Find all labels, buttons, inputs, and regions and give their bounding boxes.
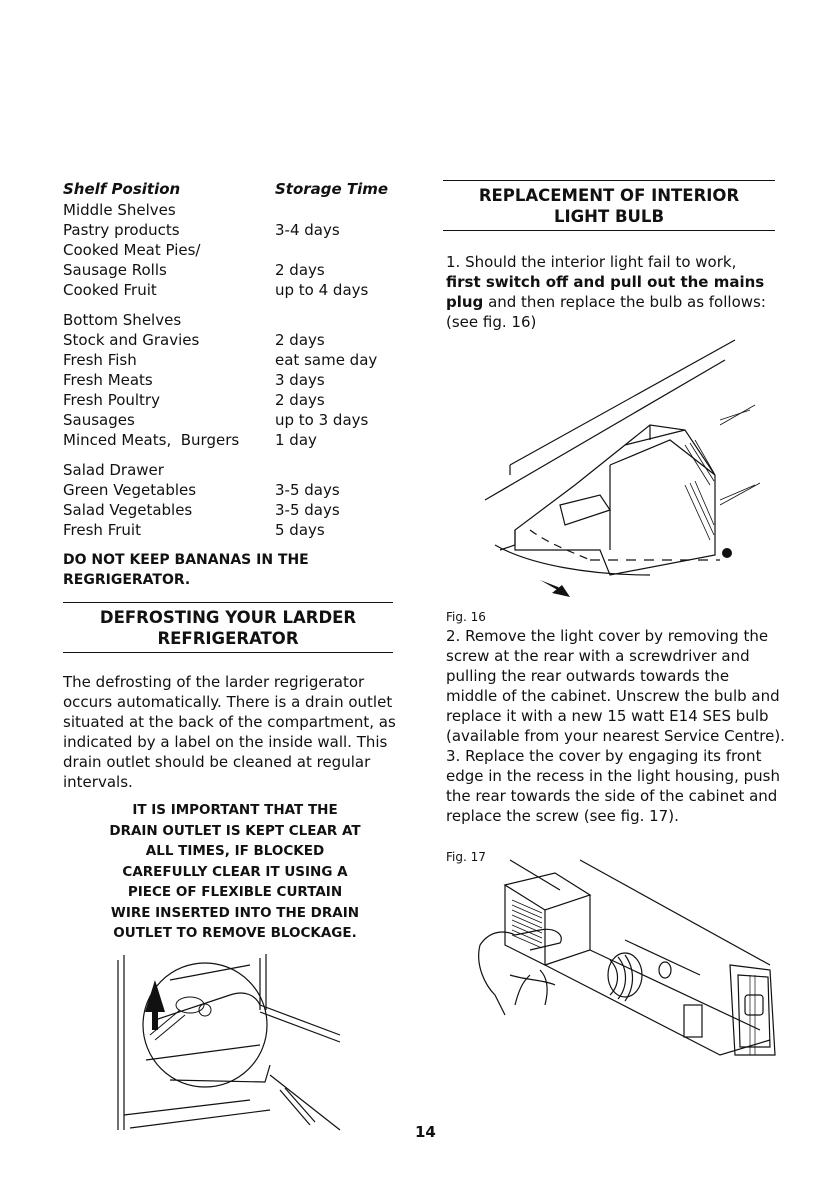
drain-warning-line: CAREFULLY CLEAR IT USING A [122, 863, 348, 880]
step-line: screw at the rear with a screwdriver and [446, 647, 750, 665]
defrost-body-line: intervals. [63, 773, 133, 791]
table-row [63, 370, 393, 390]
row-item: Sausages [63, 411, 135, 429]
drain-outlet-illustration [110, 950, 350, 1135]
row-time: 2 days [275, 261, 325, 279]
row-time: eat same day [275, 351, 378, 369]
step-line: (available from your nearest Service Centre). [446, 727, 785, 745]
drain-warning-line: DRAIN OUTLET IS KEPT CLEAR AT [109, 822, 361, 839]
row-item: Salad Vegetables [63, 501, 193, 519]
row-item: Fresh Fruit [63, 521, 141, 539]
fig17-label: Fig. 17 [446, 850, 486, 864]
fig16-label: Fig. 16 [446, 610, 486, 624]
row-time: 2 days [275, 331, 325, 349]
row-item: Stock and Gravies [63, 331, 200, 349]
step1-line: (see fig. 16) [446, 313, 537, 331]
storage-time-header: Storage Time [275, 180, 389, 198]
defrost-body-line: The defrosting of the larder regrigerator [63, 673, 365, 691]
bulb-heading-line1: REPLACEMENT OF INTERIOR [478, 186, 740, 205]
fig16-light-cover-illustration [470, 335, 770, 600]
table-row [63, 240, 393, 260]
table-row [63, 280, 393, 300]
table-row [63, 430, 393, 450]
step1-line [446, 292, 786, 312]
drain-warning-line: PIECE OF FLEXIBLE CURTAIN [127, 884, 343, 900]
defrost-heading-line1: DEFROSTING YOUR LARDER [99, 608, 357, 627]
step-line: 2. Remove the light cover by removing the [446, 627, 769, 645]
drain-warning-line: OUTLET TO REMOVE BLOCKAGE. [113, 925, 357, 941]
table-row [63, 330, 393, 350]
row-item: Fresh Fish [63, 351, 137, 369]
table-row [63, 390, 393, 410]
drain-warning-line: WIRE INSERTED INTO THE DRAIN [110, 904, 360, 921]
step-line: replace it with a new 15 watt E14 SES bulb [446, 707, 769, 725]
defrost-body-line: drain outlet should be cleaned at regular [63, 753, 371, 771]
defrost-rule-bottom [63, 652, 393, 653]
step1-line: 1. Should the interior light fail to work, [446, 253, 737, 271]
row-item: Fresh Meats [63, 371, 153, 389]
table-row [63, 220, 393, 240]
table-row [63, 520, 393, 540]
row-time: 3-4 days [275, 221, 340, 239]
drain-warning [95, 800, 375, 944]
row-time: up to 4 days [275, 281, 369, 299]
defrost-body-line: occurs automatically. There is a drain outlet [63, 693, 393, 711]
step-line: the rear towards the side of the cabinet and [446, 787, 778, 805]
row-item: Pastry products [63, 221, 180, 239]
row-time: 2 days [275, 391, 325, 409]
row-item: Sausage Rolls [63, 261, 167, 279]
defrost-body [63, 672, 398, 792]
group-title: Salad Drawer [63, 461, 164, 479]
step-line: 3. Replace the cover by engaging its front [446, 747, 762, 765]
table-row [63, 260, 393, 280]
group-title: Bottom Shelves [63, 311, 182, 329]
step-line: edge in the recess in the light housing, push [446, 767, 780, 785]
fig17-cover-refit-illustration [470, 855, 780, 1060]
bulb-steps [446, 626, 796, 826]
group-title: Middle Shelves [63, 201, 176, 219]
defrost-rule-top [63, 602, 393, 603]
row-time: 3 days [275, 371, 325, 389]
step1-line-rest: and then replace the bulb as follows: [483, 293, 766, 311]
step1-bold-line: first switch off and pull out the mains [446, 273, 765, 291]
row-time: 1 day [275, 431, 317, 449]
row-time: 3-5 days [275, 481, 340, 499]
defrost-heading-line2: REFRIGERATOR [157, 629, 299, 648]
row-item: Green Vegetables [63, 481, 197, 499]
bulb-rule-top [443, 180, 775, 181]
defrost-body-line: situated at the back of the compartment, as [63, 713, 396, 731]
drain-warning-line: IT IS IMPORTANT THAT THE [132, 802, 338, 818]
table-row [63, 480, 393, 500]
banana-warning-line1: DO NOT KEEP BANANAS IN THE [63, 552, 309, 568]
page-number: 14 [415, 1123, 436, 1141]
defrost-body-line: indicated by a label on the inside wall. This [63, 733, 388, 751]
row-item: Fresh Poultry [63, 391, 160, 409]
row-time: up to 3 days [275, 411, 369, 429]
drain-warning-line: ALL TIMES, IF BLOCKED [145, 843, 325, 859]
step-line: replace the screw (see fig. 17). [446, 807, 679, 825]
row-item: Cooked Meat Pies/ [63, 241, 201, 259]
row-time: 3-5 days [275, 501, 340, 519]
bulb-step1 [446, 252, 786, 332]
row-time: 5 days [275, 521, 325, 539]
banana-warning-line2: REGRIGERATOR. [63, 572, 191, 588]
step-line: middle of the cabinet. Unscrew the bulb and [446, 687, 780, 705]
shelf-position-header: Shelf Position [63, 180, 181, 198]
step1-bold-word: plug [446, 293, 484, 311]
bulb-rule-bottom [443, 230, 775, 231]
table-row [63, 350, 393, 370]
bulb-heading-line2: LIGHT BULB [553, 207, 665, 226]
step-line: pulling the rear outwards towards the [446, 667, 730, 685]
table-row [63, 410, 393, 430]
row-item: Minced Meats, Burgers [63, 431, 240, 449]
table-row [63, 500, 393, 520]
row-item: Cooked Fruit [63, 281, 157, 299]
